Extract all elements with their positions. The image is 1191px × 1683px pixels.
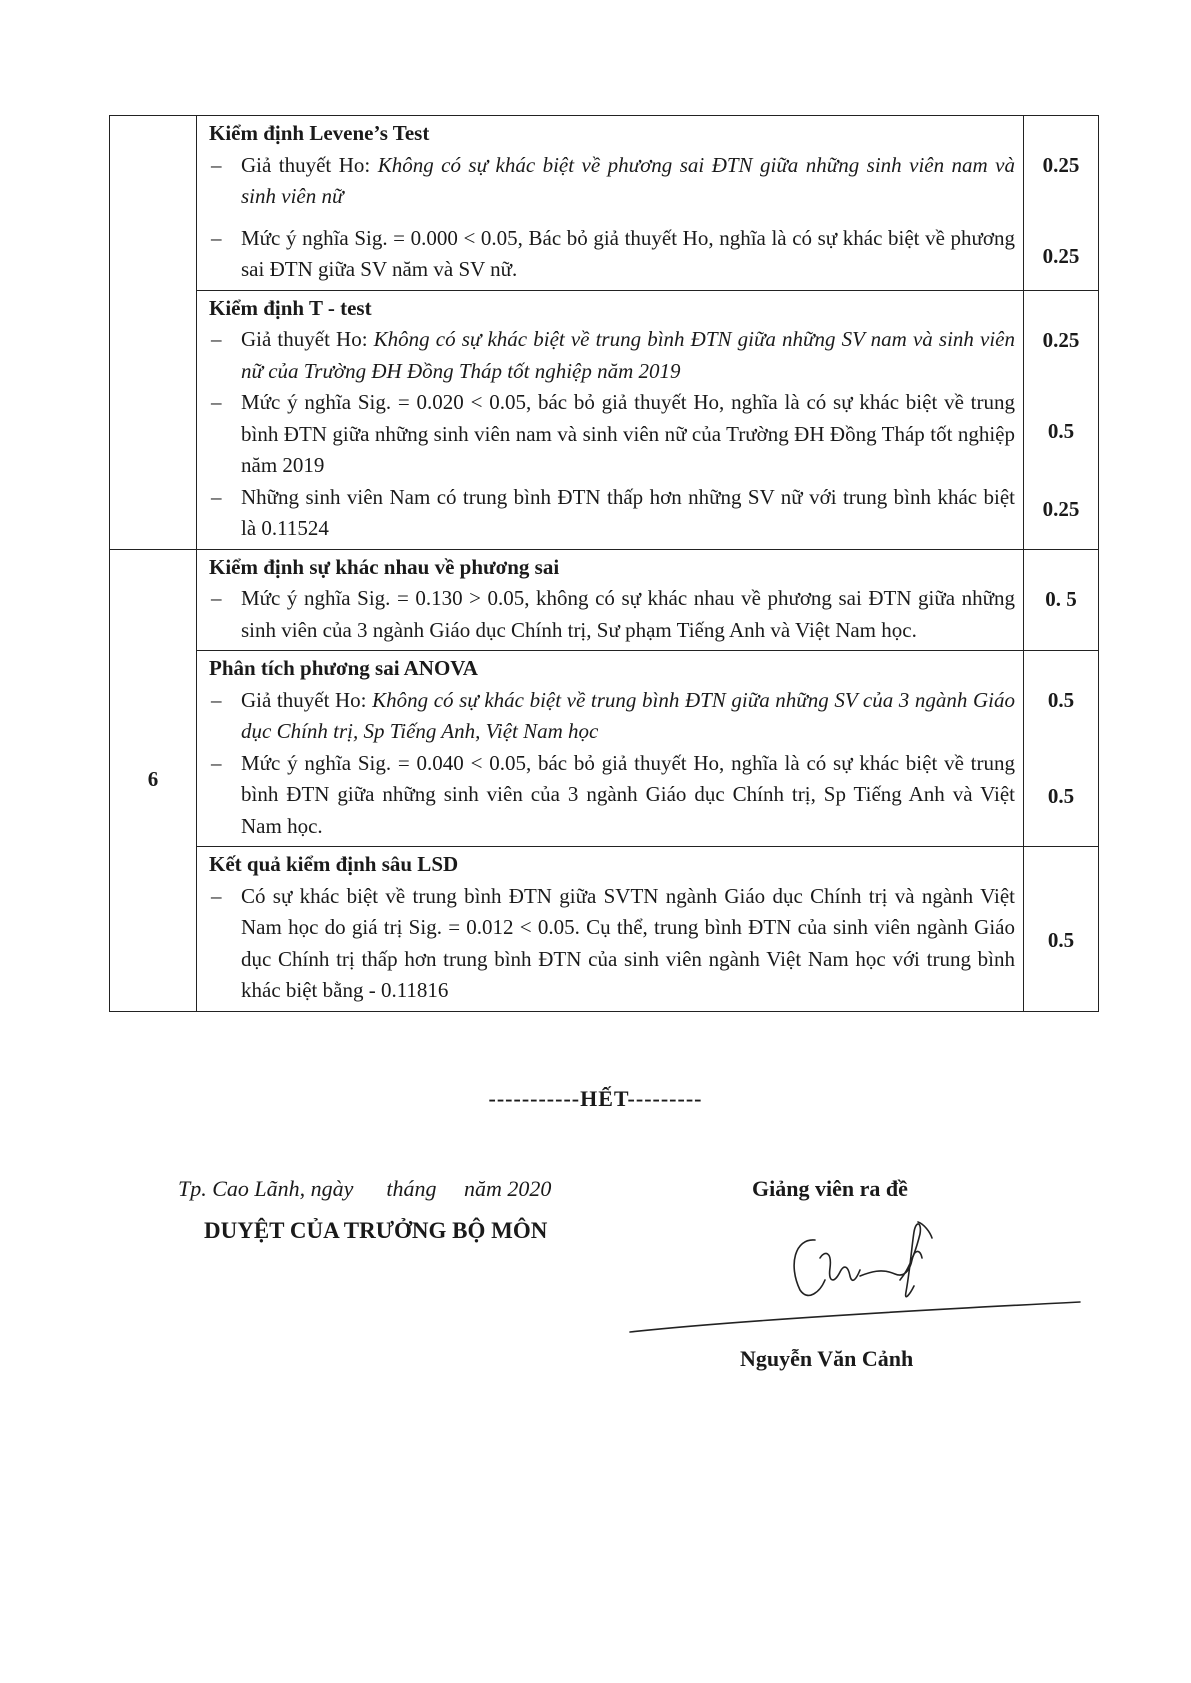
point-value: 0.5	[1047, 688, 1075, 712]
point-value: 0.25	[1042, 244, 1080, 268]
list-item	[209, 748, 1015, 843]
list-item	[209, 881, 1015, 1007]
score-cell	[1024, 549, 1099, 651]
item-hypothesis: Không có sự khác biệt về trung bình ĐTN giữa những SV nam và sinh viên nữ của Trường ĐH Đồng Tháp tốt nghiệp năm 2019	[241, 327, 1015, 383]
bullet-dash: –	[211, 750, 222, 775]
bullet-dash: –	[211, 225, 222, 250]
item-text: Mức ý nghĩa Sig. = 0.020 < 0.05, bác bỏ giả thuyết Ho, nghĩa là có sự khác biệt về trung bình ĐTN giữa những sinh viên nam và sinh viên nữ của Trường ĐH Đồng Tháp tốt nghiệp năm 2019	[241, 390, 1015, 477]
end-marker: -----------HẾT---------	[488, 1086, 703, 1111]
table-row	[110, 847, 1099, 1012]
place-date: Tp. Cao Lãnh, ngày tháng năm 2020	[178, 1176, 552, 1201]
section-title: Kiểm định T - test	[209, 295, 372, 320]
point-value: 0.5	[1047, 418, 1075, 443]
list-item	[209, 583, 1015, 646]
item-text: Mức ý nghĩa Sig. = 0.000 < 0.05, Bác bỏ giả thuyết Ho, nghĩa là có sự khác biệt về phương sai ĐTN giữa SV năm và SV nữ.	[241, 225, 1015, 281]
approval-title: DUYỆT CỦA TRƯỞNG BỘ MÔN	[204, 1218, 548, 1243]
score-cell	[1024, 847, 1099, 1012]
section-content	[197, 290, 1024, 549]
point-value: 0.5	[1047, 784, 1075, 808]
section-title: Kiểm định Levene’s Test	[209, 121, 430, 145]
table-row	[110, 116, 1099, 291]
point-value: 0.25	[1042, 496, 1080, 521]
bullet-dash: –	[211, 586, 222, 610]
bullet-dash: –	[211, 484, 222, 509]
section-content	[197, 116, 1024, 291]
list-item	[209, 223, 1015, 286]
bullet-dash: –	[211, 152, 222, 177]
signature-icon	[620, 1210, 1090, 1340]
point-value: 0.5	[1047, 928, 1075, 952]
bullet-dash: –	[211, 883, 222, 908]
section-title: Kiểm định sự khác nhau về phương sai	[209, 554, 560, 579]
section-content	[197, 847, 1024, 1012]
item-text: Mức ý nghĩa Sig. = 0.040 < 0.05, bác bỏ giả thuyết Ho, nghĩa là có sự khác biệt về trung bình ĐTN giữa những sinh viên của 3 ngành Giáo dục Chính trị, Sp Tiếng Anh và Việt Nam học.	[241, 750, 1015, 838]
section-content	[197, 651, 1024, 847]
item-hypothesis: Không có sự khác biệt về trung bình ĐTN giữa những SV của 3 ngành Giáo dục Chính trị, Sp Tiếng Anh, Việt Nam học	[241, 687, 1015, 743]
score-cell	[1024, 290, 1099, 549]
list-item	[209, 324, 1015, 387]
question-number-cell: 6	[110, 549, 197, 1011]
list-item	[209, 150, 1015, 213]
item-text: Những sinh viên Nam có trung bình ĐTN thấp hơn những SV nữ với trung bình khác biệt là 0.11524	[241, 484, 1015, 540]
score-cell	[1024, 651, 1099, 847]
section-title: Phân tích phương sai ANOVA	[209, 656, 478, 680]
section-title: Kết quả kiểm định sâu LSD	[209, 852, 459, 876]
item-text: Mức ý nghĩa Sig. = 0.130 > 0.05, không có sự khác nhau về phương sai ĐTN giữa những sinh viên của 3 ngành Giáo dục Chính trị, Sư phạm Tiếng Anh và Việt Nam học.	[241, 586, 1015, 642]
table-row	[110, 290, 1099, 549]
point-value: 0.25	[1042, 153, 1080, 177]
score-cell	[1024, 116, 1099, 291]
table-row	[110, 651, 1099, 847]
item-lead: Giả thuyết Ho:	[241, 687, 373, 712]
table-row	[110, 549, 1099, 651]
point-value: 0. 5	[1045, 586, 1077, 611]
item-hypothesis: Không có sự khác biệt về phương sai ĐTN giữa những sinh viên nam và sinh viên nữ	[241, 152, 1016, 208]
item-lead: Giả thuyết Ho:	[241, 327, 374, 351]
section-content	[197, 549, 1024, 651]
question-number-cell	[110, 116, 197, 550]
point-value: 0.25	[1042, 327, 1080, 352]
bullet-dash: –	[211, 687, 222, 712]
item-text: Có sự khác biệt về trung bình ĐTN giữa SVTN ngành Giáo dục Chính trị và ngành Việt Nam học do giá trị Sig. = 0.012 < 0.05. Cụ thể, trung bình ĐTN của sinh viên ngành Giáo dục Chính trị thấp hơn trung bình ĐTN của sinh viên ngành Việt Nam học với trung bình khác biệt bằng - 0.11816	[241, 883, 1015, 1002]
bullet-dash: –	[211, 390, 222, 414]
list-item	[209, 387, 1015, 482]
list-item	[209, 482, 1015, 545]
grading-table	[109, 115, 1099, 1012]
item-lead: Giả thuyết Ho:	[241, 152, 378, 177]
list-item	[209, 685, 1015, 748]
bullet-dash: –	[211, 327, 222, 351]
lecturer-label: Giảng viên ra đề	[752, 1176, 908, 1201]
lecturer-name: Nguyễn Văn Cảnh	[740, 1346, 914, 1371]
